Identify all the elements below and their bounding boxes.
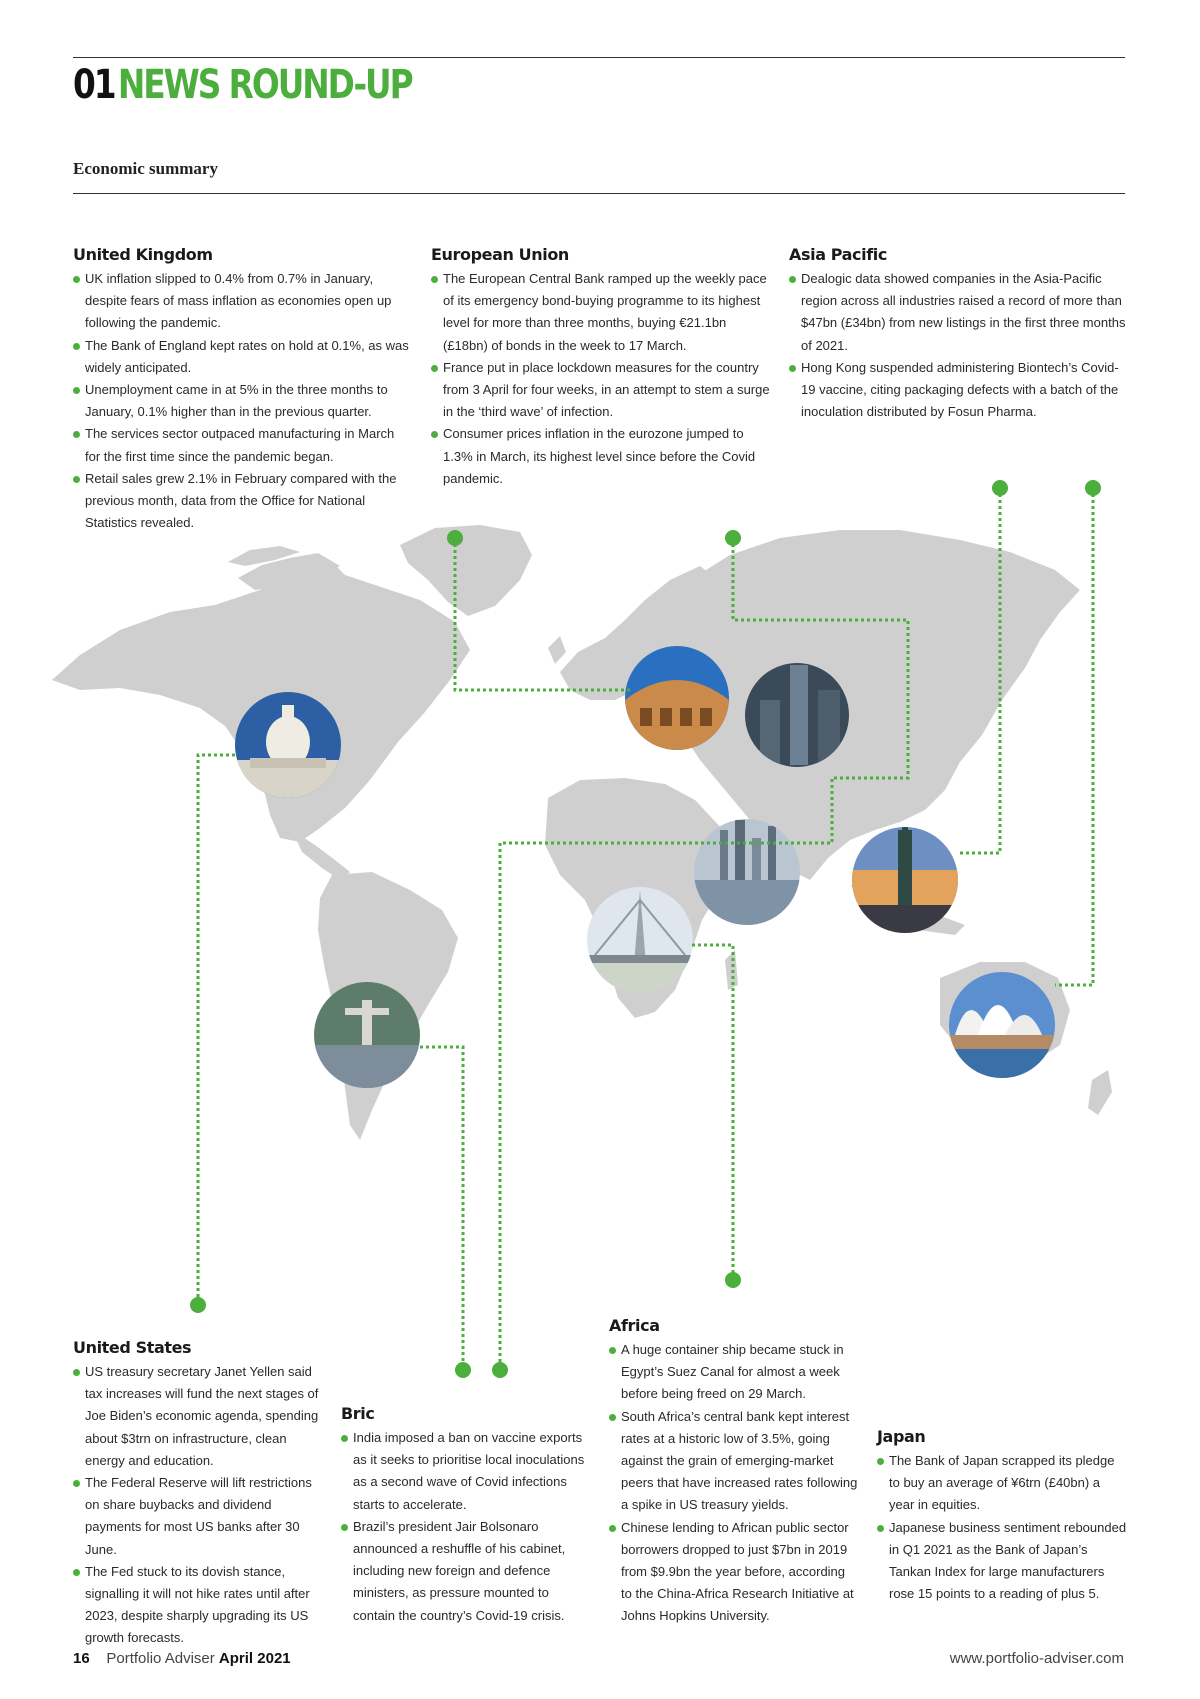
land-masses: [52, 525, 1112, 1140]
region-eu: [431, 245, 771, 490]
page-subtitle: Economic summary: [73, 159, 218, 178]
list-item: US treasury secretary Janet Yellen said tax increases will fund the next stages of Joe Biden’s economic agenda, spending about $3trn on infrastructure, clean energy and education.: [73, 1361, 323, 1472]
sydney-opera-photo: [949, 972, 1055, 1079]
list-item: India imposed a ban on vaccine exports as it seeks to prioritise local inoculations as a second wave of Covid infections starts to accelerate.: [341, 1427, 591, 1516]
region-asia-pacific: [789, 245, 1129, 423]
region-list: [73, 1361, 323, 1650]
list-item: Chinese lending to African public sector borrowers dropped to just $7bn in 2019 from $9.9bn the year before, according to the China-Africa Research Initiative at Johns Hopkins University.: [609, 1517, 859, 1628]
taipei-101-photo: [852, 818, 958, 933]
dubai-skyline-photo: [694, 819, 800, 925]
region-title: United Kingdom: [73, 245, 213, 264]
region-list: [341, 1427, 591, 1627]
region-title: Africa: [609, 1316, 660, 1335]
christ-redeemer-photo: [314, 982, 420, 1088]
list-item: Brazil’s president Jair Bolsonaro announced a reshuffle of his cabinet, including new foreign and defence ministers, as pressure mounted to contain the country’s Covid-19 crisis.: [341, 1516, 591, 1627]
region-title: Japan: [877, 1427, 926, 1446]
issue-date: April 2021: [218, 1650, 291, 1667]
list-item: Japanese business sentiment rebounded in Q1 2021 as the Bank of Japan’s Tankan Index for large manufacturers rose 15 points to a reading of plus 5.: [877, 1517, 1127, 1606]
list-item: The Fed stuck to its dovish stance, signalling it will not hike rates until after 2023, despite sharply upgrading its US growth forecasts.: [73, 1561, 323, 1650]
region-list: [789, 268, 1129, 423]
region-uk: [73, 245, 413, 534]
region-africa: [609, 1316, 859, 1628]
list-item: UK inflation slipped to 0.4% from 0.7% in January, despite fears of mass inflation as economies open up following the pandemic.: [73, 268, 413, 335]
list-item: The services sector outpaced manufacturing in March for the first time since the pandemic began.: [73, 423, 413, 467]
region-title: Bric: [341, 1404, 375, 1423]
region-list: [609, 1339, 859, 1628]
bridge-photo: [587, 887, 693, 993]
region-bric: [341, 1404, 591, 1627]
page-footer-left: [73, 1650, 291, 1667]
list-item: Consumer prices inflation in the eurozone jumped to 1.3% in March, its highest level since before the Covid pandemic.: [431, 423, 771, 490]
list-item: France put in place lockdown measures for the country from 3 April for four weeks, in an attempt to stem a surge in the ‘third wave’ of infection.: [431, 357, 771, 424]
list-item: Hong Kong suspended administering Biontech’s Covid-19 vaccine, citing packaging defects with a batch of the inoculation distributed by Fosun Pharma.: [789, 357, 1129, 424]
list-item: The European Central Bank ramped up the weekly pace of its emergency bond-buying programme to its highest level for more than three months, buying €21.1bn (£18bn) of bonds in the week to 17 March.: [431, 268, 771, 357]
publication-name: Portfolio Adviser: [106, 1650, 215, 1667]
region-list: [73, 268, 413, 534]
list-item: Dealogic data showed companies in the Asia-Pacific region across all industries raised a record of more than $47bn (£34bn) from new listings in the first three months of 2021.: [789, 268, 1129, 357]
section-title: NEWS ROUND-UP: [117, 62, 412, 108]
region-title: Asia Pacific: [789, 245, 887, 264]
list-item: The Bank of England kept rates on hold at 0.1%, as was widely anticipated.: [73, 335, 413, 379]
page-number: 16: [73, 1650, 90, 1667]
list-item: A huge container ship became stuck in Egypt’s Suez Canal for almost a week before being freed on 29 March.: [609, 1339, 859, 1406]
footer-url: www.portfolio-adviser.com: [949, 1650, 1124, 1667]
list-item: Unemployment came in at 5% in the three months to January, 0.1% higher than in the previous quarter.: [73, 379, 413, 423]
list-item: The Bank of Japan scrapped its pledge to buy an average of ¥6trn (£40bn) a year in equities.: [877, 1450, 1127, 1517]
section-number: 01: [73, 62, 115, 108]
region-list: [877, 1450, 1127, 1605]
list-item: South Africa’s central bank kept interest rates at a historic low of 3.5%, going against the grain of emerging-market peers that have increased rates following a spike in US treasury yields.: [609, 1406, 859, 1517]
list-item: The Federal Reserve will lift restrictions on share buybacks and dividend payments for most US banks after 30 June.: [73, 1472, 323, 1561]
region-us: [73, 1338, 323, 1650]
region-title: United States: [73, 1338, 192, 1357]
region-japan: [877, 1427, 1127, 1605]
list-item: Retail sales grew 2.1% in February compared with the previous month, data from the Office for National Statistics revealed.: [73, 468, 413, 535]
region-list: [431, 268, 771, 490]
region-title: European Union: [431, 245, 569, 264]
